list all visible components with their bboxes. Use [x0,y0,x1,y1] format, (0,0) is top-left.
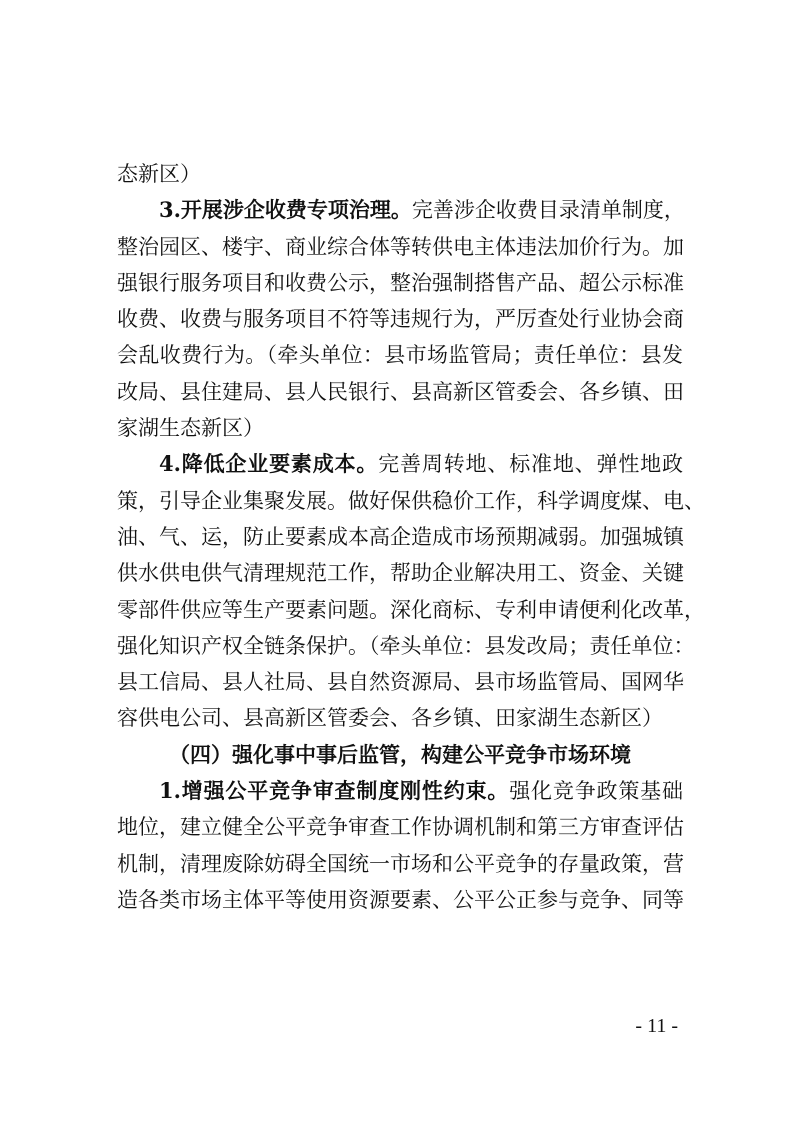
item4-line-5: 强化知识产权全链条保护。（牵头单位：县发改局；责任单位： [117,633,695,658]
item4-line-2: 油、气、运，防止要素成本高企造成市场预期减弱。加强城镇 [117,524,684,549]
page-number: - 11 - [635,1015,678,1037]
item3-line-3: 收费、收费与服务项目不符等违规行为，严厉查处行业协会商 [117,307,684,332]
item4-line-4: 零部件供应等生产要素问题。深化商标、专利申请便利化改革， [117,597,705,622]
item4-line-0: 完善周转地、标准地、弹性地政 [378,452,683,477]
section-heading: （四）强化事中事后监管，构建公平竞争市场环境 [169,741,631,767]
item1-line-1: 地位，建立健全公平竞争审查工作协调机制和第三方审查评估 [117,815,684,840]
item3-line-5: 改局、县住建局、县人民银行、县高新区管委会、各乡镇、田 [117,379,684,404]
item4-line-1: 策，引导企业集聚发展。做好保供稳价工作，科学调度煤、电、 [117,488,705,513]
item3-line-0: 完善涉企收费目录清单制度， [411,198,685,223]
item4-line-7: 容供电公司、县高新区管委会、各乡镇、田家湖生态新区） [117,706,663,731]
item4-line-6: 县工信局、县人社局、县自然资源局、县市场监管局、国网华 [117,670,684,695]
item4-first-line [117,446,683,482]
item4-line-3: 供水供电供气清理规范工作，帮助企业解决用工、资金、关键 [117,561,684,586]
item3-line-6: 家湖生态新区） [117,416,264,441]
body-text [117,156,705,918]
item3-line-1: 整治园区、楼宇、商业综合体等转供电主体违法加价行为。加 [117,234,684,259]
item1-line-2: 机制，清理废除妨碍全国统一市场和公平竞争的存量政策，营 [117,851,684,876]
item3-heading: 3.开展涉企收费专项治理。 [159,197,412,223]
item3-line-4: 会乱收费行为。（牵头单位：县市场监管局；责任单位：县发 [117,343,683,368]
item1-line-3: 造各类市场主体平等使用资源要素、公平公正参与竞争、同等 [117,887,684,912]
continuation-line: 态新区） [117,162,201,186]
item3-first-line [117,192,683,228]
item1-heading: 1.增强公平竞争审查制度刚性约束。 [159,778,510,804]
item1-line-0: 强化竞争政策基础 [509,779,684,804]
item1-first-line [117,773,683,809]
item4-heading: 4.降低企业要素成本。 [159,451,379,477]
item3-line-2: 强银行服务项目和收费公示，整治强制搭售产品、超公示标准 [117,270,684,295]
